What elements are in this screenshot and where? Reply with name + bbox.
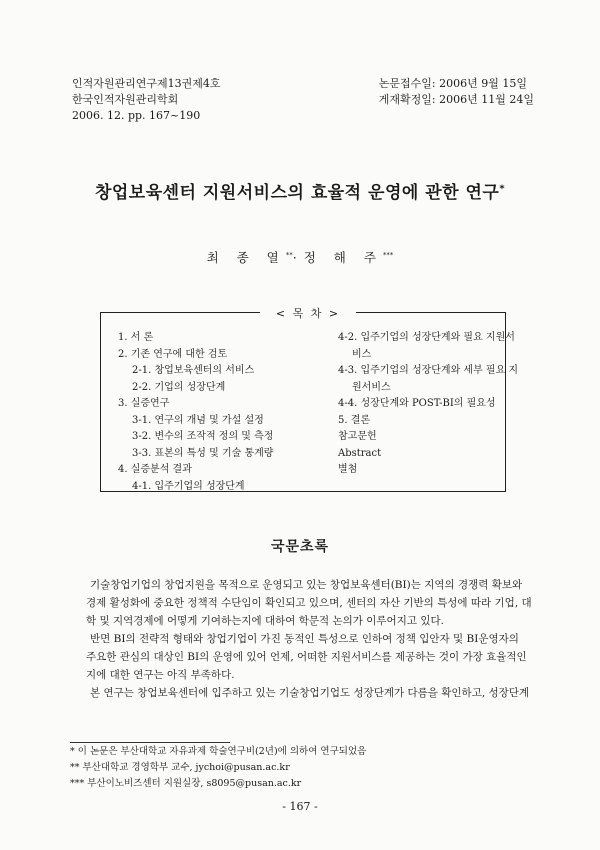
author-footnote-mark: *** — [382, 250, 394, 259]
toc-item: 2-2. 기업의 성장단계 — [132, 381, 226, 393]
author-name: 정 해 주 — [303, 250, 383, 265]
journal-line: 인적자원관리연구제13권제4호 — [72, 77, 221, 90]
toc-item: 3-3. 표본의 특성 및 기술 통계량 — [132, 447, 274, 459]
toc-right-column — [338, 330, 519, 479]
toc-item: 4-2. 입주기업의 성장단계와 필요 지원서 — [338, 332, 515, 343]
abstract-line: 반면 BI의 전략적 형태와 창업기업이 가진 동적인 특성으로 인하여 정책 입안자 및 BI운영자의 — [90, 633, 519, 645]
author-name: 최 종 열 — [206, 250, 286, 265]
toc-item: 원서비스 — [352, 381, 391, 393]
submission-dates — [379, 76, 534, 108]
author-footnote-mark: ** — [285, 250, 293, 259]
toc-item: 3-1. 연구의 개념 및 가설 설정 — [132, 414, 264, 426]
toc-item: 2. 기존 연구에 대한 검토 — [118, 348, 228, 360]
paper-title — [0, 178, 600, 203]
author-separator: · — [292, 250, 304, 265]
page-number: - 167 - — [282, 800, 318, 813]
abstract-line: 기술창업기업의 창업지원을 목적으로 운영되고 있는 창업보육센터(BI)는 지역의 경쟁력 확보와 — [90, 579, 523, 591]
abstract-line: 지에 대한 연구는 아직 부족하다. — [86, 669, 235, 681]
toc-item: 5. 결론 — [338, 414, 371, 426]
title-text: 창업보육센터 지원서비스의 효율적 운영에 관한 연구 — [94, 183, 500, 203]
footnote-divider — [70, 742, 230, 743]
toc-item: 3-2. 변수의 조작적 정의 및 측정 — [132, 431, 274, 442]
toc-left-column — [118, 330, 328, 495]
toc-item: Abstract — [338, 447, 382, 459]
abstract-line: 경제 활성화에 중요한 정책적 수단임이 확인되고 있으며, 센터의 자산 기반의 특성에 따라 기업, 대 — [86, 597, 532, 609]
footnotes — [70, 744, 366, 792]
footnote: ** 부산대학교 경영학부 교수, jychoi@pusan.ac.kr — [70, 762, 290, 773]
abstract-line: 본 연구는 창업보육센터에 입주하고 있는 기술창업기업도 성장단계가 다름을 확인하고, 성장단계 — [90, 687, 530, 699]
toc-item: 4-3. 입주기업의 성장단계와 세부 필요 지 — [338, 365, 519, 376]
abstract-heading: 국문초록 — [270, 539, 330, 555]
toc-item: 1. 서 론 — [118, 332, 154, 343]
footnote: * 이 논문은 부산대학교 자유과제 학술연구비(2년)에 의하여 연구되었음 — [70, 746, 367, 757]
accepted-date: 게재확정일: 2006년 11월 24일 — [378, 93, 534, 106]
journal-info — [72, 76, 221, 124]
authors — [0, 248, 600, 266]
toc-item: 4-4. 성장단계와 POST-BI의 필요성 — [338, 398, 496, 409]
title-footnote-mark: * — [499, 183, 506, 195]
abstract-line: 주요한 관심의 대상인 BI의 운영에 있어 언제, 어떠한 지원서비스를 제공하는 것이 가장 효율적인 — [86, 651, 527, 663]
journal-line: 2006. 12. pp. 167~190 — [72, 109, 201, 122]
abstract-line: 학 및 지역경제에 어떻게 기여하는지에 대하여 학문적 논의가 이루어지고 있다. — [86, 615, 444, 627]
toc-heading: < 목 차 > — [260, 305, 356, 321]
toc-item: 4. 실증분석 결과 — [118, 464, 192, 475]
abstract-body — [86, 576, 532, 702]
toc-item: 비스 — [352, 348, 372, 360]
footnote: *** 부산이노비즈센터 지원실장, s8095@pusan.ac.kr — [70, 778, 302, 789]
toc-item: 2-1. 창업보육센터의 서비스 — [132, 365, 255, 376]
toc-item: 참고문헌 — [338, 431, 377, 442]
toc-item: 4-1. 입주기업의 성장단계 — [132, 480, 245, 492]
toc-item: 별첨 — [338, 464, 358, 475]
toc-item: 3. 실증연구 — [118, 398, 170, 409]
received-date: 논문접수일: 2006년 9월 15일 — [378, 77, 527, 90]
journal-line: 한국인적자원관리학회 — [72, 93, 179, 106]
